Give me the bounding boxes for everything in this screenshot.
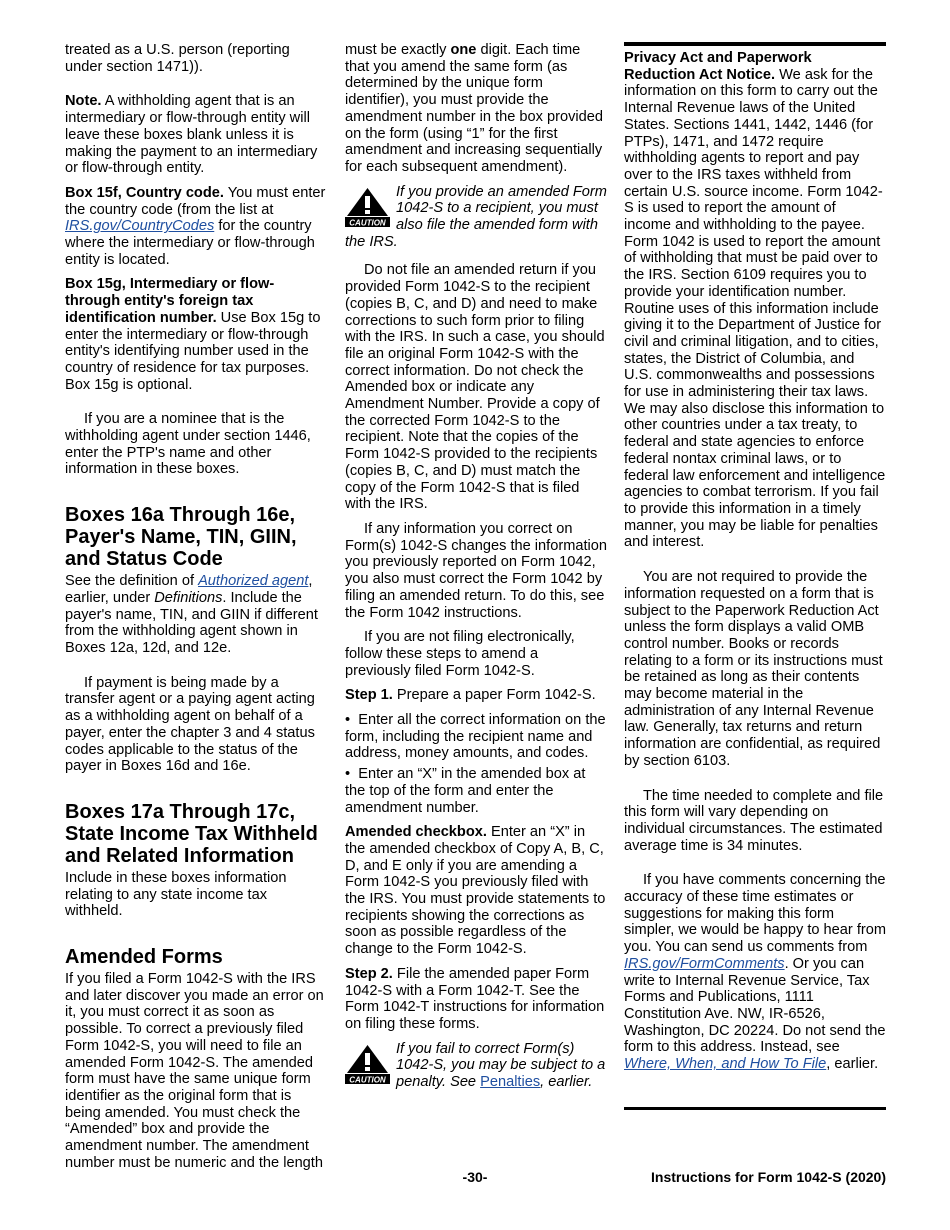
bullet-text: Enter an “X” in the amended box at the top of the form and enter the amendment number. [345,766,586,816]
country-codes-link[interactable]: IRS.gov/CountryCodes [65,218,215,235]
authorized-agent-link[interactable]: Authorized agent [198,573,309,590]
caution-text: If you provide an amended Form 1042-S to a recipient, you must also file the amended form with the IRS. [345,183,607,250]
step1-text: Prepare a paper Form 1042-S. [392,687,596,704]
paragraph [345,42,607,176]
caution-text: If you fail to correct Form(s) 1042-S, you may be subject to a penalty. See [396,1040,606,1091]
top-rule [624,42,886,551]
heading-boxes-17: Boxes 17a Through 17c, State Income Tax Withheld and Related Information [65,800,318,867]
paragraph: The time needed to complete and file this form will vary depending on individual circumstances. The estimated average time is 34 minutes. [624,787,884,854]
step2-label: Step 2. [345,965,393,982]
box15g-text: Use Box 15g to enter the intermediary or flow-through entity's identifying number used in the country of residence for tax purposes. Box 15g is optional. [65,309,321,393]
step1-paragraph [345,687,607,704]
text: See the definition of [65,573,199,590]
bullet-icon: • [345,766,359,783]
text: . Include the payer's name, TIN, and GIIN if different from the withholding agent shown in Boxes 12a, 12d, and 12e. [65,589,318,656]
text: , earlier, under [65,573,313,606]
column-1 [65,42,327,1179]
bullet-item [345,766,607,816]
transfer-agent-paragraph: If payment is being made by a transfer agent or a paying agent acting as a withholding agent on behalf of a payer, enter the chapter 3 and 4 status codes applicable to the status of the payer in Boxes 16d and 16e. [65,674,315,775]
nominee-paragraph: If you are a nominee that is the withholding agent under section 1446, enter the PTP's name and other information in these boxes. [65,411,311,478]
text: , earlier. [826,1056,879,1073]
bullet-item [345,712,607,762]
note-text: A withholding agent that is an intermediary or flow-through entity will leave these boxes blank unless it is making the payment to an intermediary or flow-through entity. [65,93,318,177]
box15f-text-2: for the country where the intermediary or flow-through entity is located. [65,218,315,268]
penalties-link[interactable]: Penalties [480,1074,541,1091]
boxes17-paragraph: Include in these boxes information relating to any state income tax withheld. [65,869,287,920]
box15f-paragraph [65,185,327,269]
text: . Or you can write to Internal Revenue Service, Tax Forms and Publications, 1111 Constitution Ave. NW, IR-6526, Washington, DC 20224. Do not send the form to this address. Instead, see [624,955,886,1056]
where-when-how-link[interactable]: Where, When, and How To File [624,1056,827,1073]
form-comments-link[interactable]: IRS.gov/FormComments [624,955,785,972]
step2-paragraph [345,966,607,1033]
note-paragraph [65,93,327,177]
bullet-icon: • [345,712,359,729]
caution-icon-label: CAUTION [349,1075,386,1084]
heading-boxes-16: Boxes 16a Through 16e, Payer's Name, TIN, GIIN, and Status Code [65,504,297,571]
heading-amended-forms: Amended Forms [65,946,223,969]
caution-icon [345,1044,390,1084]
footer-title: Instructions for Form 1042-S (2020) [651,1169,886,1185]
box15g-paragraph [65,276,327,393]
caution-icon-label: CAUTION [349,218,386,227]
comments-paragraph [624,872,886,1072]
paragraph: If you are not filing electronically, follow these steps to amend a previously filed Form 1042-S. [345,629,575,679]
bullet-text: Enter all the correct information on the form, including the recipient name and address, money amounts, and codes. [345,712,606,762]
amended-checkbox-paragraph [345,824,607,958]
privacy-label: Privacy Act and Paperwork Reduction Act Notice. [624,50,812,83]
definitions-term: Definitions [154,589,223,606]
boxes16-paragraph [65,573,327,657]
column-2 [345,42,607,1103]
box15g-label: Box 15g, Intermediary or flow-through entity's foreign tax identification number. [65,276,275,326]
text: If you have comments concerning the accuracy of these time estimates or suggestions for making this form simpler, we would be happy to hear from you. You can send us comments from [624,872,887,956]
caution-icon [345,187,390,227]
caution-text: , earlier. [540,1074,593,1091]
caution-note [345,1041,607,1091]
bottom-rule [624,1081,886,1110]
step1-label: Step 1. [345,687,393,704]
privacy-text: We ask for the information on this form to carry out the Internal Revenue laws of the United States. Sections 1441, 1442, 1446 (for PTPs), 1471, and 1472 require withholding agents to report and pay over to the IRS taxes withheld from certain U.S. source income. Form 1042-S is used to report the amount of income and withholding to the payee. Form 1042 is used to report the amount of withholding that must be paid over to the IRS. Section 6109 requires you to provide your identification number. Routine uses of this information include giving it to the Department of Justice for civil and criminal litigation, and to cities, states, the District of Columbia, and U.S. commonwealths and possessions for use in administering their tax laws. We may also disclose this information to other countries under a tax treaty, to federal and state agencies to enforce federal nontax criminal laws, or to federal law enforcement and intelligence agencies to combat terrorism. If you fail to provide this information in a timely manner, you may be liable for penalties and interest. [624,66,886,551]
text: must be exactly [345,42,451,58]
step2-text: File the amended paper Form 1042-S with a Form 1042-T. See the Form 1042-T instructions for information on filing these forms. [345,965,605,1032]
box15f-label: Box 15f, Country code. [65,184,224,201]
amended-forms-paragraph: If you filed a Form 1042-S with the IRS and later discover you made an error on it, you must correct it as soon as possible. To correct a previously filed Form 1042-S, you will need to file an amended Form 1042-S. The amended form must have the same unique form identifier as the original form that is being amended. You must check the “Amended” box and provide the amendment number. The amendment number must be numeric and the length [65,971,324,1171]
column-3 [624,42,886,1110]
paragraph: You are not required to provide the information requested on a form that is subject to the Paperwork Reduction Act unless the form displays a valid OMB control number. Books or records relating to a form or its instructions must be retained as long as their contents may become material in the administration of any Internal Revenue law. Generally, tax returns and return information are confidential, as required by section 6103. [624,569,883,769]
box15f-text: You must enter the country code (from the list at [65,184,326,218]
amended-checkbox-text: Enter an “X” in the amended checkbox of Copy A, B, C, D, and E only if you are amending a Form 1042-S you previously filed with the IRS. You must provide statements to recipients showing the corrections as soon as possible regardless of the change to the Form 1042-S. [345,824,606,958]
caution-note [345,184,607,251]
page-number: -30- [462,1169,488,1185]
amended-checkbox-label: Amended checkbox. [345,824,487,841]
paragraph: If any information you correct on Form(s) 1042-S changes the information you previously reported on Form 1042, you also must correct the Form 1042 by filing an amended return. To do this, see the Form 1042 instructions. [345,520,607,621]
paragraph: Do not file an amended return if you provided Form 1042-S to the recipient (copies B, C, and D) and need to make corrections to such form prior to filing with the IRS. In such a case, you should file an original Form 1042-S with the correct information. Do not check the Amended box or indicate any Amendment Number. Provide a copy of the corrected Form 1042-S to the recipient. Note that the copies of the Form 1042-S provided to the recipients (copies B, C, and D) must match the copy of the Form 1042-S that is filed with the IRS. [345,262,605,513]
paragraph: treated as a U.S. person (reporting under section 1471)). [65,42,290,75]
note-label: Note. [65,93,102,110]
privacy-paragraph [624,50,886,551]
bold-text: one [450,42,477,58]
text: digit. Each time that you amend the same form (as determined by the unique form identifier), you must provide the amendment number in the box provided on the form (using “1” for the first amendment and increasing sequentially for each subsequent amendment). [345,42,603,175]
